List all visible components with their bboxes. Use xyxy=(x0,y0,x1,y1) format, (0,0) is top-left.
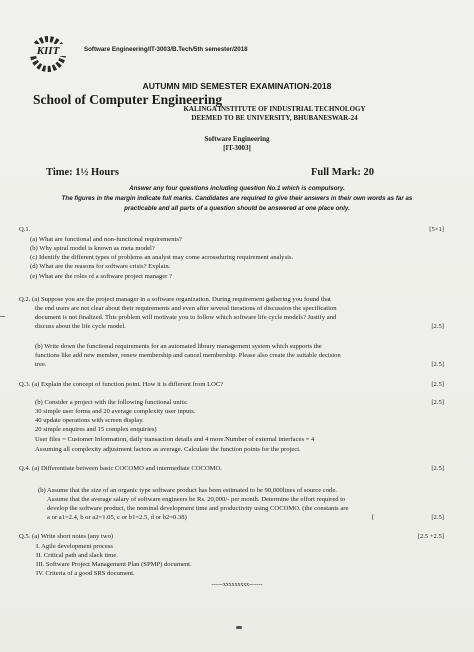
q2a-marks: [2.5] xyxy=(431,323,444,330)
q1-label: Q.1. xyxy=(19,226,31,233)
q4a-line: Q.4. (a) Differentiate between basic COCOMO and intermediate COCOMO. xyxy=(19,465,222,472)
q1-item: (c) Identify the different types of problems an analyst may come acrossduring requirement analysis. xyxy=(30,254,294,261)
q4b-bracket: [ xyxy=(372,514,375,521)
q3b-line: (b) Consider a project with the following functional units: xyxy=(35,399,188,406)
q1-item: (b) Why spiral model is known as meta model? xyxy=(30,245,155,252)
q1-item: (d) What are the reasons for software crisis? Explain. xyxy=(30,263,171,270)
ink-blot xyxy=(236,626,242,629)
margin-tick xyxy=(0,316,5,317)
q1-item: (a) What are functional and non-functional requirements? xyxy=(30,236,182,243)
q4b-line: (b) Assume that the size of an organic type software product has been estimated to be 90,000lines of source code. xyxy=(38,487,337,494)
exam-title: AUTUMN MID SEMESTER EXAMINATION-2018 xyxy=(142,81,332,91)
q2a-line: discuss about the life cycle model. xyxy=(35,323,126,330)
q3a-marks: [2.5] xyxy=(431,381,444,388)
instruction-line: Answer any four questions including question No.1 which is compulsory. xyxy=(129,185,345,192)
subject-code: [IT-3003] xyxy=(223,144,251,152)
q3a-line: Q.3. (a) Explain the concept of function point. How it is different from LOC? xyxy=(19,381,224,388)
q4b-line: Assume that the average salary of software engineers be Rs. 20,000/- per month. Determine the effort required to xyxy=(47,496,346,503)
subject-name: Software Engineering xyxy=(204,135,270,143)
institute-address: DEEMED TO BE UNIVERSITY, BHUBANESWAR-24 xyxy=(191,114,358,122)
q2b-line: (b) Write down the functional requirements for an automated library management system which supports the xyxy=(35,343,322,350)
q3b-marks: [2.5] xyxy=(431,399,444,406)
q4a-marks: [2.5] xyxy=(431,465,444,472)
q4b-line: develop the software product, the nominal development time and productivity using COCOMO. (the constants are xyxy=(47,505,349,512)
q5-item: IV. Criteria of a good SRS document. xyxy=(36,570,135,577)
exam-time: Time: 1½ Hours xyxy=(46,167,120,178)
q2b-line: functions like add new member, renew membership and cancel membership. Please also create the suitable decision xyxy=(35,352,341,359)
school-name: School of Computer Engineering xyxy=(33,92,223,107)
q5-item: III. Software Project Management Plan (SPMP) document. xyxy=(36,561,192,568)
q1-item: (e) What are the roles of a software project manager ? xyxy=(30,273,172,280)
q4b-marks: [2.5] xyxy=(431,514,444,521)
q2b-marks: [2.5] xyxy=(431,361,444,368)
institute-name: KALINGA INSTITUTE OF INDUSTRIAL TECHNOLOGY xyxy=(183,105,366,113)
q2a-line: the end users are not clear about their requirements and even after several iterations of discussion the specification xyxy=(35,305,337,312)
instruction-line: The figures in the margin indicate full marks. Candidates are required to give their answers in their own words as far as xyxy=(61,195,413,202)
q5-item: II. Critical path and slack time. xyxy=(36,552,118,559)
q2a-line: document is not finalized. This problem will motivate you to follow which software life cycle models? Justify and xyxy=(35,314,337,321)
q4b-line: a or a1=2.4, b or a2=1.05, c or b1=2.5, d or b2=0.38) xyxy=(47,514,187,521)
instruction-line: practicable and all parts of a question should be answered at one place only. xyxy=(124,205,350,212)
q2a-line: Q.2. (a) Suppose you are the project manager in a software organization. During requirement gathering you found that xyxy=(19,296,331,303)
kiit-logo xyxy=(20,30,76,74)
q3b-line: User files = Customer Information, daily transaction details and 4 more.Number of external interfaces = 4 xyxy=(35,436,315,443)
q2b-line: tree. xyxy=(35,361,47,368)
q5-item: I. Agile development process xyxy=(36,543,113,550)
course-header: Software Engineering/IT-3003/B.Tech/5th semester/2018 xyxy=(84,46,248,53)
q3b-line: 30 simple user forms and 20 average complexity user inputs. xyxy=(35,408,196,415)
full-mark: Full Mark: 20 xyxy=(311,167,374,178)
end-of-paper-mark: ------xxxxxxxxx------- xyxy=(211,582,263,588)
q5-marks: [2.5 +2.5] xyxy=(417,533,444,540)
q3b-line: 20 simple enquires and 15 complex enquiries) xyxy=(35,426,157,433)
q3b-line: 40 update operations with screen display. xyxy=(35,417,144,424)
q5-label: Q.5. (a) Write short notes (any two) xyxy=(19,533,114,540)
q3b-line: Assuming all complexity adjustment factors as average. Calculate the function points for the project. xyxy=(35,446,301,453)
logo-text: KIIT xyxy=(36,45,60,57)
q1-marks: [5×1] xyxy=(429,226,444,233)
